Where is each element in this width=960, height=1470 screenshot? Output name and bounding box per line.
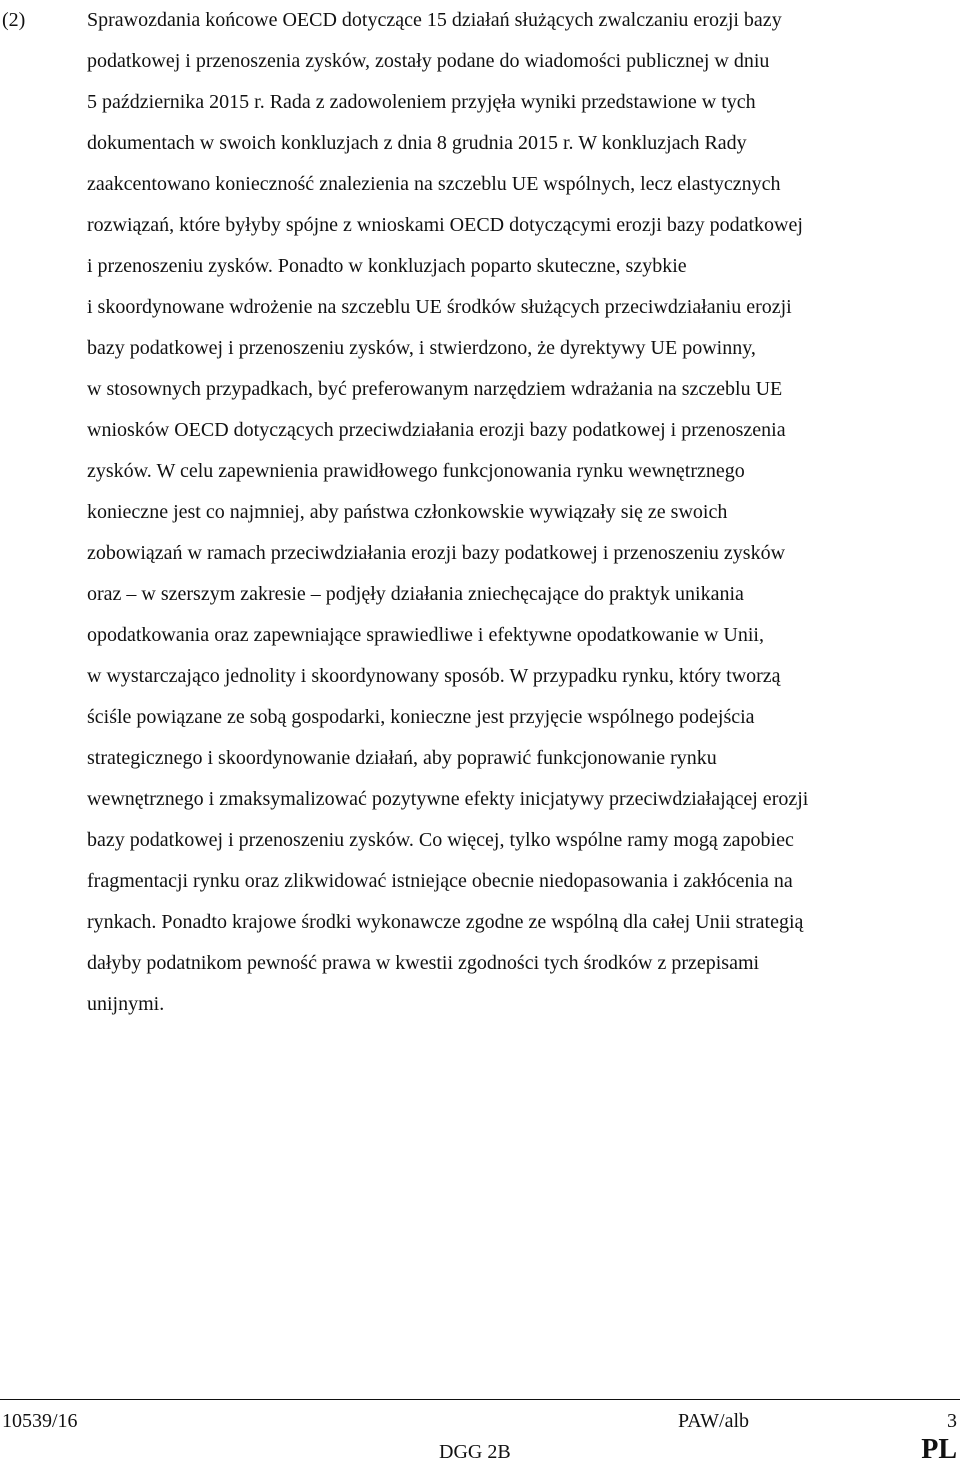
page-number: 3 [947,1410,957,1432]
text-line: dokumentach w swoich konkluzjach z dnia 8 grudnia 2015 r. W konkluzjach Rady [87,132,747,154]
text-line: 5 października 2015 r. Rada z zadowoleniem przyjęła wyniki przedstawione w tych [87,91,756,113]
document-reference: 10539/16 [2,1410,78,1432]
text-line: fragmentacji rynku oraz zlikwidować istniejące obecnie niedopasowania i zakłócenia na [87,870,793,892]
text-line: wniosków OECD dotyczących przeciwdziałania erozji bazy podatkowej i przenoszenia [87,419,786,441]
text-line: dałyby podatnikom pewność prawa w kwestii zgodności tych środków z przepisami [87,952,760,974]
text-line: strategicznego i skoordynowanie działań, aby poprawić funkcjonowanie rynku [87,747,717,769]
text-line: w wystarczająco jednolity i skoordynowany sposób. W przypadku rynku, który tworzą [87,665,781,687]
text-line: opodatkowania oraz zapewniające sprawiedliwe i efektywne opodatkowanie w Unii, [87,624,764,646]
text-line: Sprawozdania końcowe OECD dotyczące 15 działań służących zwalczaniu erozji bazy [87,9,782,31]
text-line: zysków. W celu zapewnienia prawidłowego funkcjonowania rynku wewnętrznego [87,460,745,482]
text-line: zobowiązań w ramach przeciwdziałania erozji bazy podatkowej i przenoszeniu zysków [87,542,786,564]
text-line: zaakcentowano konieczność znalezienia na szczeblu UE wspólnych, lecz elastycznych [87,173,781,195]
text-line: ściśle powiązane ze sobą gospodarki, konieczne jest przyjęcie wspólnego podejścia [87,706,755,728]
text-line: rozwiązań, które byłyby spójne z wnioskami OECD dotyczącymi erozji bazy podatkowej [87,214,803,236]
text-line: bazy podatkowej i przenoszeniu zysków. Co więcej, tylko wspólne ramy mogą zapobiec [87,829,794,851]
footer-divider [0,1399,960,1400]
text-line: wewnętrznego i zmaksymalizować pozytywne efekty inicjatywy przeciwdziałającej erozji [87,788,809,810]
author-reference: PAW/alb [678,1410,749,1432]
text-line: konieczne jest co najmniej, aby państwa członkowskie wywiązały się ze swoich [87,501,728,523]
text-line: i skoordynowane wdrożenie na szczeblu UE środków służących przeciwdziałaniu erozji [87,296,792,318]
language-code: PL [921,1434,957,1465]
text-line: i przenoszeniu zysków. Ponadto w konkluzjach poparto skuteczne, szybkie [87,255,687,277]
text-line: podatkowej i przenoszenia zysków, zostały podane do wiadomości publicznej w dniu [87,50,770,72]
text-line: rynkach. Ponadto krajowe środki wykonawcze zgodne ze wspólną dla całej Unii strategią [87,911,804,933]
paragraph-number: (2) [2,9,26,31]
text-line: w stosownych przypadkach, być preferowanym narzędziem wdrażania na szczeblu UE [87,378,783,400]
directorate-reference: DGG 2B [439,1441,511,1463]
text-line: bazy podatkowej i przenoszeniu zysków, i stwierdzono, że dyrektywy UE powinny, [87,337,756,359]
paragraph-text [87,0,959,1025]
text-line: oraz – w szerszym zakresie – podjęły działania zniechęcające do praktyk unikania [87,583,744,605]
text-line: unijnymi. [87,993,165,1015]
